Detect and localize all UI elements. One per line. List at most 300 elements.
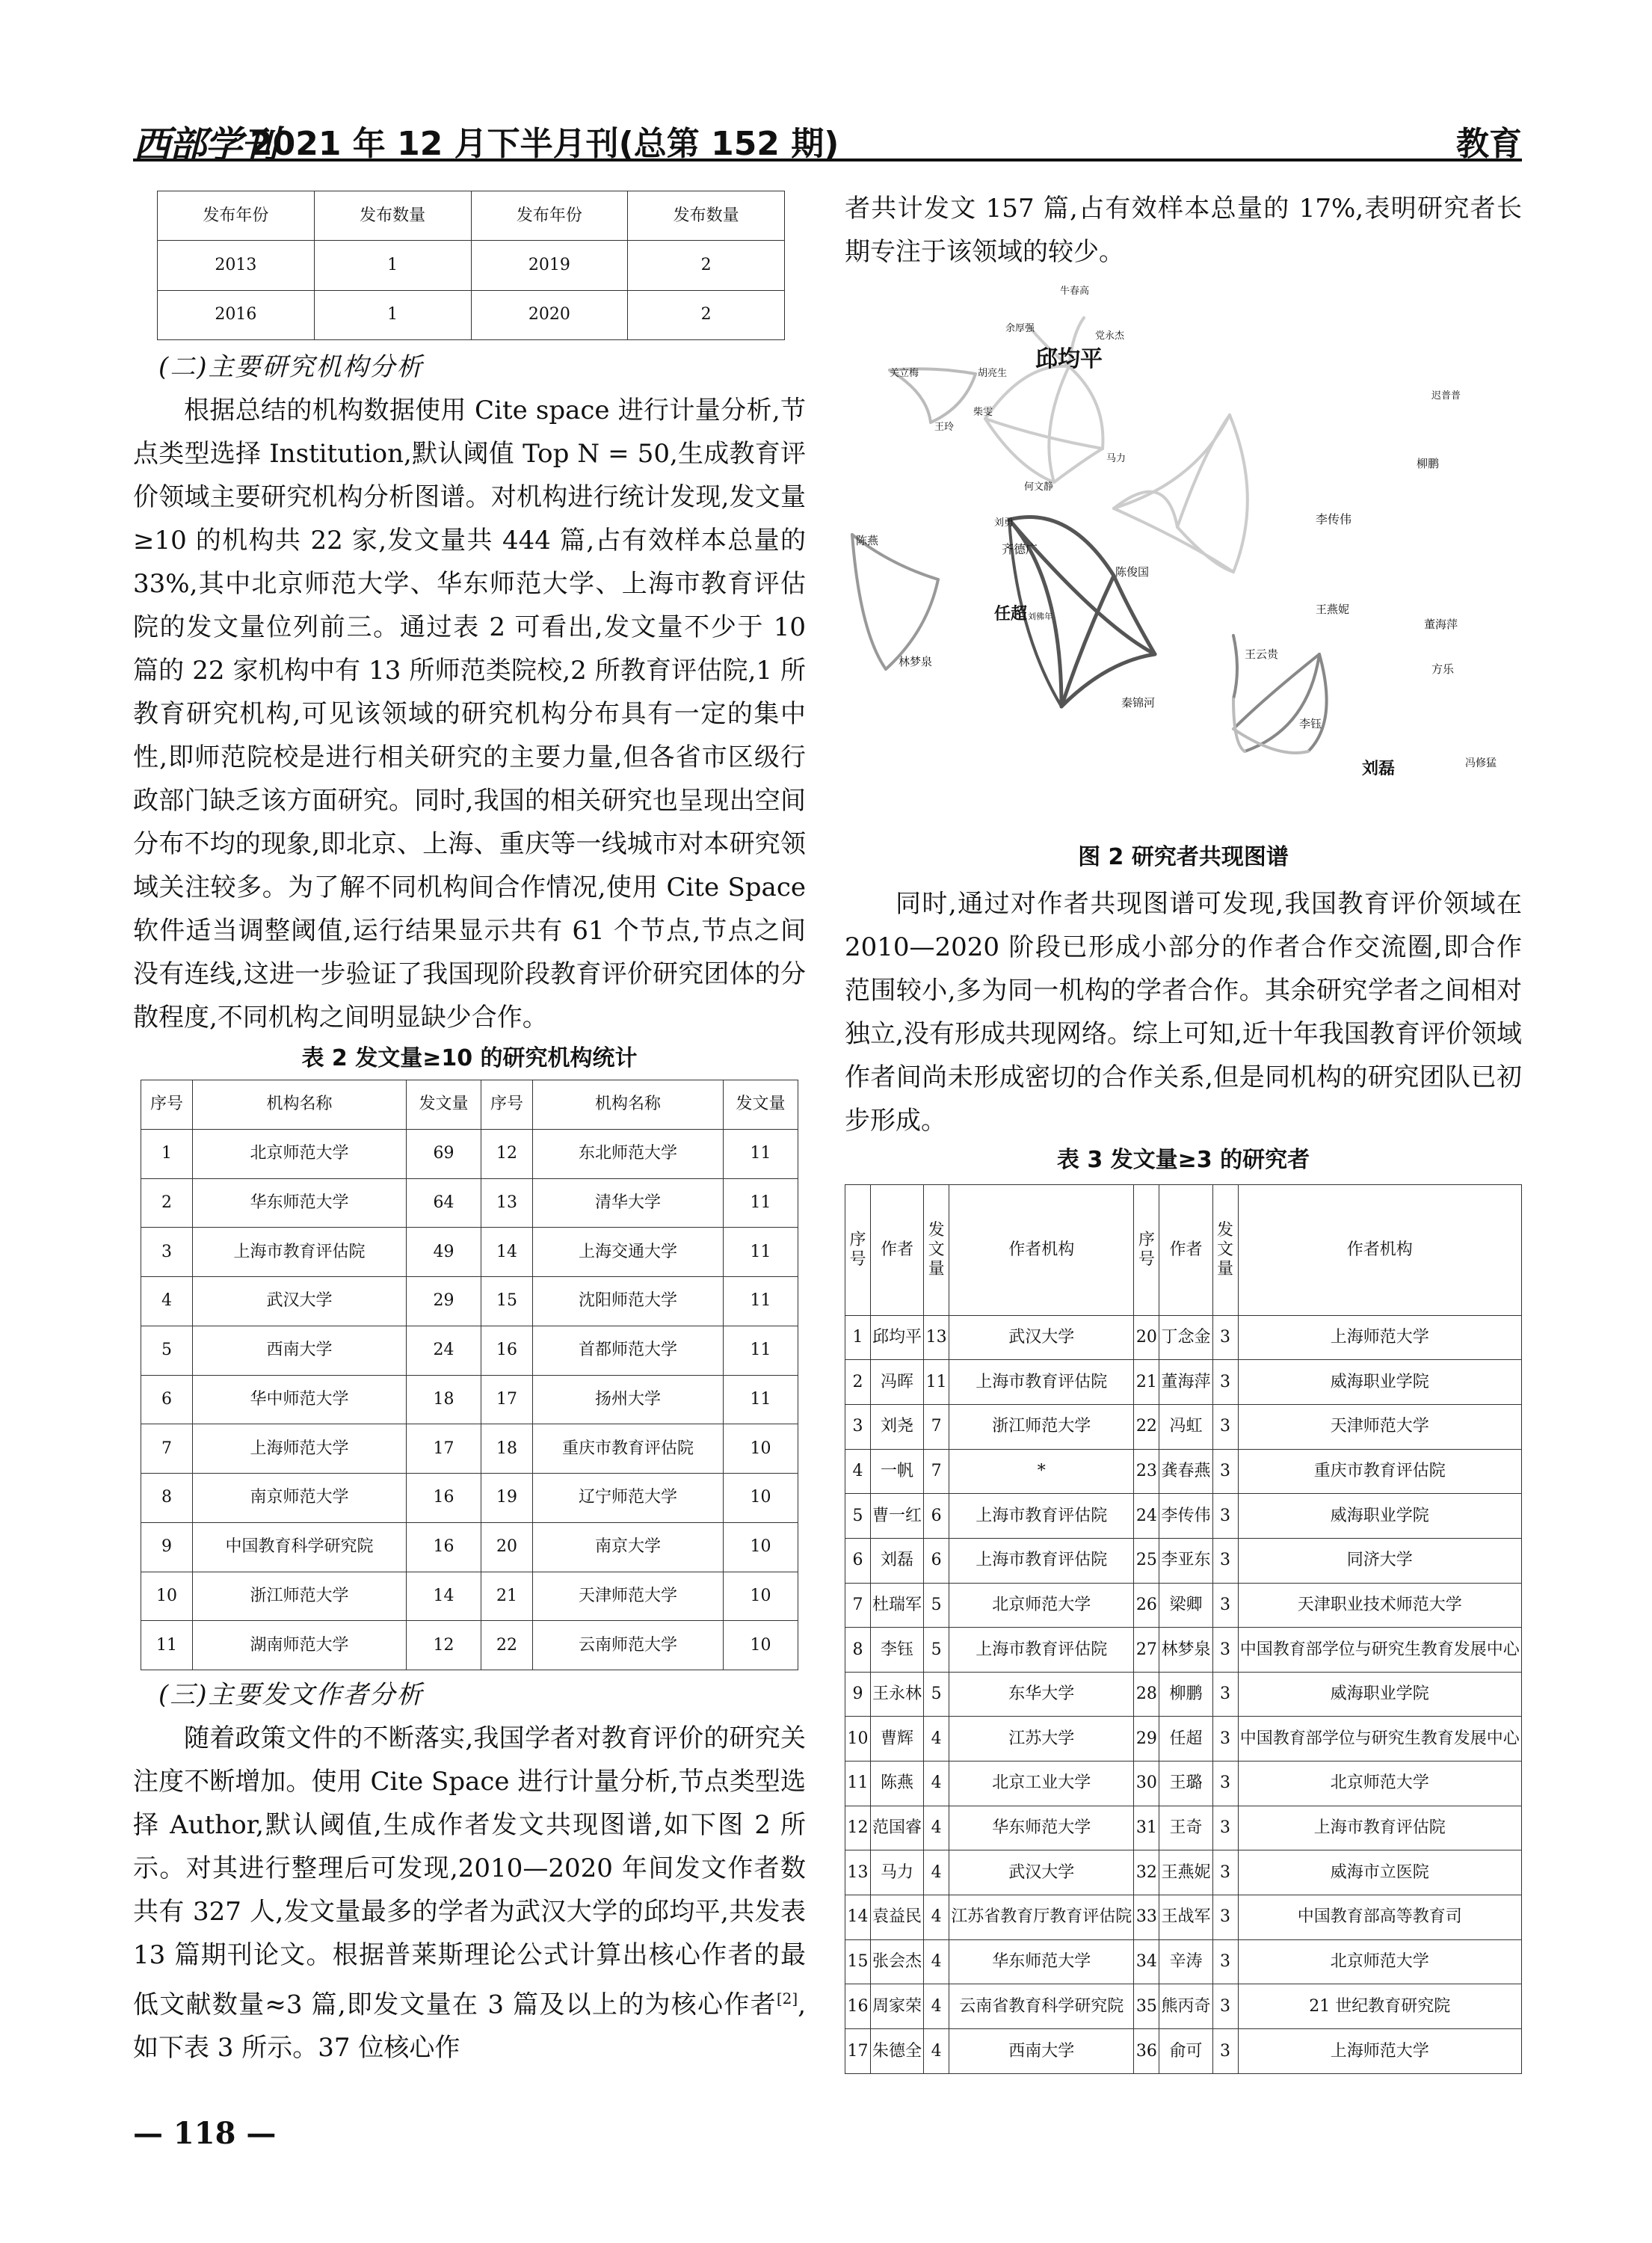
table-cell: 董海萍: [1159, 1360, 1212, 1405]
table-cell: 19: [481, 1474, 532, 1523]
table-cell: 4: [924, 1939, 949, 1984]
table-cell: 上海师范大学: [1238, 1315, 1522, 1360]
node-label: 李钰: [1299, 717, 1322, 730]
table-cell: 36: [1134, 2029, 1159, 2074]
table-cell: 1: [314, 241, 471, 290]
table-cell: 14: [406, 1572, 481, 1621]
table-cell: 3: [1212, 1984, 1238, 2029]
table-cell: 10: [723, 1572, 798, 1621]
table-cell: 3: [1212, 1672, 1238, 1717]
table-cell: 王永林: [871, 1672, 924, 1717]
table-cell: 7: [845, 1583, 871, 1628]
table-cell: 辽宁师范大学: [533, 1474, 724, 1523]
table-cell: 1: [314, 290, 471, 339]
table-cell: 3: [1212, 1360, 1238, 1405]
node-label: 王燕妮: [1316, 603, 1350, 616]
table-cell: 4: [924, 1762, 949, 1806]
table-cell: 3: [1212, 1538, 1238, 1583]
table-cell: 华东师范大学: [949, 1806, 1134, 1850]
column-header: 作者机构: [1238, 1185, 1522, 1316]
table-cell: 3: [1212, 1449, 1238, 1494]
node-label: 陈俊国: [1115, 565, 1150, 579]
table-cell: 13: [845, 1850, 871, 1895]
table-cell: 34: [1134, 1939, 1159, 1984]
table-cell: 龚春燕: [1159, 1449, 1212, 1494]
node-label: 何文静: [1024, 481, 1054, 493]
table-cell: 29: [1134, 1717, 1159, 1762]
table-header-row: [845, 1185, 1522, 1316]
table-row: [845, 1628, 1522, 1673]
table-cell: 南京大学: [533, 1522, 724, 1572]
column-header: 发布数量: [628, 191, 785, 241]
table-cell: 上海市教育评估院: [193, 1228, 407, 1277]
table-cell: 中国教育科学研究院: [193, 1522, 407, 1572]
left-column: [133, 345, 806, 2070]
table-cell: 13: [924, 1315, 949, 1360]
node-label: 胡亮生: [978, 368, 1008, 379]
table-row: [845, 1895, 1522, 1940]
table-cell: 范国睿: [871, 1806, 924, 1850]
table-cell: 3: [1212, 1762, 1238, 1806]
table-cell: 6: [924, 1494, 949, 1539]
table-cell: 20: [481, 1522, 532, 1572]
table-row: [141, 1572, 798, 1621]
table-cell: 18: [481, 1424, 532, 1474]
column-header: 序号: [141, 1080, 193, 1130]
table-cell: 周家荣: [871, 1984, 924, 2029]
node-label: 秦锦河: [1121, 696, 1156, 710]
table-cell: 4: [845, 1449, 871, 1494]
node-label: 李传伟: [1316, 512, 1352, 526]
author-table: [845, 1184, 1522, 2074]
table-cell: 南京师范大学: [193, 1474, 407, 1523]
column-header: 序号: [845, 1185, 871, 1316]
column-header: 机构名称: [193, 1080, 407, 1130]
table-cell: 天津师范大学: [533, 1572, 724, 1621]
table-cell: 曹辉: [871, 1717, 924, 1762]
table-cell: 2: [628, 241, 785, 290]
paragraph-text: 随着政策文件的不断落实,我国学者对教育评价的研究关注度不断增加。使用 Cite Space 进行计量分析,节点类型选择 Author,默认阈值,生成作者发文共现图谱,如下图 2 所示。对其进行整理后可发现,2010—2020 年间发文作者数共有 327 人,发文量最多的学者为武汉大学的邱均平,共发表 13 篇期刊论文。根据普莱斯理论公式计算出核心作者的最低文献数量≈3 篇,即发文量在 3 篇及以上的为核心作者: [133, 1723, 806, 2020]
table-row: [845, 1672, 1522, 1717]
table-row: [141, 1326, 798, 1375]
table-cell: 3: [1212, 1404, 1238, 1449]
table-cell: 武汉大学: [193, 1277, 407, 1326]
table-cell: 12: [406, 1621, 481, 1670]
table-cell: 6: [141, 1375, 193, 1424]
table-cell: 5: [924, 1672, 949, 1717]
table-row: [141, 1522, 798, 1572]
table-cell: 11: [723, 1228, 798, 1277]
table-cell: 64: [406, 1178, 481, 1228]
table-cell: 8: [141, 1474, 193, 1523]
section-name: 教育: [1456, 125, 1522, 163]
table-header-row: [158, 191, 785, 241]
table-cell: 华东师范大学: [949, 1939, 1134, 1984]
table-cell: 冯晖: [871, 1360, 924, 1405]
table-cell: 云南省教育科学研究院: [949, 1984, 1134, 2029]
table-cell: 10: [723, 1522, 798, 1572]
table-cell: 西南大学: [949, 2029, 1134, 2074]
table-cell: 16: [845, 1984, 871, 2029]
table-cell: 李传伟: [1159, 1494, 1212, 1539]
table-cell: 上海市教育评估院: [949, 1538, 1134, 1583]
column-header: 序号: [1134, 1185, 1159, 1316]
table-header-row: [141, 1080, 798, 1130]
table-cell: 3: [1212, 1315, 1238, 1360]
table-cell: 天津职业技术师范大学: [1238, 1583, 1522, 1628]
table-cell: 11: [723, 1178, 798, 1228]
year-count-table: [157, 191, 785, 340]
table-cell: 5: [924, 1583, 949, 1628]
paragraph: 根据总结的机构数据使用 Cite space 进行计量分析,节点类型选择 Institution,默认阈值 Top N = 50,生成教育评价领域主要研究机构分析图谱。对机构进行统计发现,发文量≥10 的机构共 22 家,发文量共 444 篇,占有效样本总量的 33%,其中北京师范大学、华东师范大学、上海市教育评估院的发文量位列前三。通过表 2 可看出,发文量不少于 10 篇的 22 家机构中有 13 所师范类院校,2 所教育评估院,1 所教育研究机构,可见该领域的研究机构分布具有一定的集中性,即师范院校是进行相关研究的主要力量,但各省市区级行政部门缺乏该方面研究。同时,我国的相关研究也呈现出空间分布不均的现象,即北京、上海、重庆等一线城市对本研究领域关注较多。为了解不同机构间合作情况,使用 Cite Space 软件适当调整阈值,运行结果显示共有 61 个节点,节点之间没有连线,这进一步验证了我国现阶段教育评价研究团体的分散程度,不同机构之间明显缺少合作。: [133, 396, 806, 1033]
table-cell: 云南师范大学: [533, 1621, 724, 1670]
node-label: 王玲: [934, 422, 955, 433]
table-cell: 威海职业学院: [1238, 1494, 1522, 1539]
table-cell: 华中师范大学: [193, 1375, 407, 1424]
node-label: 冯修猛: [1465, 757, 1497, 769]
table-caption: 表 2 发文量≥10 的研究机构统计: [301, 1045, 638, 1071]
table-cell: 中国教育部高等教育司: [1238, 1895, 1522, 1940]
node-label: 王云贵: [1245, 647, 1279, 661]
table-cell: 16: [406, 1522, 481, 1572]
table-cell: 沈阳师范大学: [533, 1277, 724, 1326]
node-label: 牛春高: [1060, 286, 1090, 297]
table-row: [141, 1129, 798, 1178]
table-cell: 北京师范大学: [193, 1129, 407, 1178]
table-cell: 9: [141, 1522, 193, 1572]
section-heading-authors: (三)主要发文作者分析: [158, 1680, 424, 1710]
table-cell: 14: [481, 1228, 532, 1277]
table-cell: 11: [845, 1762, 871, 1806]
table-row: [845, 1315, 1522, 1360]
table-cell: 12: [481, 1129, 532, 1178]
paragraph-text: ,如下表 3 所示。37 位核心作: [133, 1990, 806, 2064]
node-label: 齐德广: [1002, 542, 1038, 556]
table-cell: 4: [924, 1850, 949, 1895]
table-cell: 北京师范大学: [1238, 1939, 1522, 1984]
node-label: 马力: [1106, 453, 1126, 464]
table-cell: 江苏省教育厅教育评估院: [949, 1895, 1134, 1940]
table-cell: 30: [1134, 1762, 1159, 1806]
coauthor-network-figure: [845, 280, 1522, 834]
table-cell: 丁念金: [1159, 1315, 1212, 1360]
table-cell: 7: [924, 1404, 949, 1449]
node-label: 任超: [994, 605, 1028, 624]
table-cell: 31: [1134, 1806, 1159, 1850]
node-label: 董海萍: [1424, 618, 1458, 631]
table-cell: 3: [1212, 1850, 1238, 1895]
table-cell: 杜瑞军: [871, 1583, 924, 1628]
table-cell: 上海市教育评估院: [949, 1360, 1134, 1405]
table-cell: 王燕妮: [1159, 1850, 1212, 1895]
table-cell: 6: [845, 1538, 871, 1583]
table-cell: 13: [481, 1178, 532, 1228]
node-label: 柳鹏: [1417, 457, 1440, 470]
table-row: [141, 1424, 798, 1474]
node-label: 余厚强: [1005, 323, 1035, 334]
table-cell: 东北师范大学: [533, 1129, 724, 1178]
table-cell: 同济大学: [1238, 1538, 1522, 1583]
node-label: 陈燕: [856, 534, 879, 547]
table-cell: 西南大学: [193, 1326, 407, 1375]
table-cell: 李钰: [871, 1628, 924, 1673]
table-cell: 21: [481, 1572, 532, 1621]
table-cell: 上海师范大学: [193, 1424, 407, 1474]
table-cell: 20: [1134, 1315, 1159, 1360]
table-row: [845, 1583, 1522, 1628]
table-cell: 浙江师范大学: [193, 1572, 407, 1621]
table-cell: 3: [1212, 1939, 1238, 1984]
table-cell: 8: [845, 1628, 871, 1673]
column-header: 发文量: [1212, 1185, 1238, 1316]
table-cell: 49: [406, 1228, 481, 1277]
table-cell: 马力: [871, 1850, 924, 1895]
table-cell: 邱均平: [871, 1315, 924, 1360]
table-cell: 王战军: [1159, 1895, 1212, 1940]
table-cell: 威海职业学院: [1238, 1672, 1522, 1717]
column-header: 发文量: [723, 1080, 798, 1130]
column-header: 序号: [481, 1080, 532, 1130]
column-header: 作者机构: [949, 1185, 1134, 1316]
table-cell: 2016: [158, 290, 315, 339]
table-cell: 5: [141, 1326, 193, 1375]
table-cell: 2019: [471, 241, 628, 290]
table-cell: 4: [924, 1984, 949, 2029]
figure-caption: 图 2 研究者共现图谱: [1078, 844, 1289, 870]
column-header: 作者: [1159, 1185, 1212, 1316]
table-cell: 3: [845, 1404, 871, 1449]
table-cell: 2013: [158, 241, 315, 290]
table-cell: 11: [723, 1375, 798, 1424]
table-cell: 15: [481, 1277, 532, 1326]
table-cell: 69: [406, 1129, 481, 1178]
table-cell: 6: [924, 1538, 949, 1583]
table-row: [845, 1939, 1522, 1984]
table-cell: 梁卿: [1159, 1583, 1212, 1628]
right-column: [845, 187, 1522, 274]
table-cell: 首都师范大学: [533, 1326, 724, 1375]
table-caption: 表 3 发文量≥3 的研究者: [1056, 1147, 1310, 1173]
column-header: 作者: [871, 1185, 924, 1316]
table-cell: 10: [723, 1424, 798, 1474]
page-number: — 118 —: [133, 2116, 277, 2151]
table-row: [141, 1621, 798, 1670]
paragraph: [133, 1717, 806, 2070]
table-cell: 3: [1212, 1895, 1238, 1940]
table-cell: 上海市教育评估院: [949, 1494, 1134, 1539]
node-label: 迟普普: [1431, 390, 1461, 401]
node-label: 柴雯: [973, 407, 993, 418]
table-cell: 2: [628, 290, 785, 339]
table-row: [845, 1984, 1522, 2029]
table-cell: 王奇: [1159, 1806, 1212, 1850]
table-cell: 22: [481, 1621, 532, 1670]
table-row: [845, 1449, 1522, 1494]
table-row: [845, 1850, 1522, 1895]
table-row: [845, 1717, 1522, 1762]
table-cell: 3: [1212, 2029, 1238, 2074]
table-cell: 2: [845, 1360, 871, 1405]
table-cell: 5: [924, 1628, 949, 1673]
table-cell: 上海交通大学: [533, 1228, 724, 1277]
citation-ref: [2]: [776, 1990, 798, 2007]
table-row: [158, 241, 785, 290]
column-header: 发布数量: [314, 191, 471, 241]
column-header: 发文量: [924, 1185, 949, 1316]
table-cell: 21 世纪教育研究院: [1238, 1984, 1522, 2029]
table-cell: 重庆市教育评估院: [533, 1424, 724, 1474]
table-row: [141, 1277, 798, 1326]
table-cell: 10: [723, 1621, 798, 1670]
table-cell: 24: [1134, 1494, 1159, 1539]
table-cell: 10: [845, 1717, 871, 1762]
table-cell: 11: [723, 1326, 798, 1375]
table-cell: 4: [141, 1277, 193, 1326]
node-label: 方乐: [1431, 662, 1455, 676]
table-cell: 湖南师范大学: [193, 1621, 407, 1670]
table-cell: 熊丙奇: [1159, 1984, 1212, 2029]
right-column-lower: [845, 839, 1522, 2074]
table-cell: 4: [924, 1895, 949, 1940]
table-cell: 天津师范大学: [1238, 1404, 1522, 1449]
table-row: [845, 1494, 1522, 1539]
table-cell: 4: [924, 2029, 949, 2074]
table-cell: 10: [723, 1474, 798, 1523]
table-cell: 清华大学: [533, 1178, 724, 1228]
table-cell: 11: [723, 1277, 798, 1326]
column-header: 发布年份: [158, 191, 315, 241]
table-cell: 中国教育部学位与研究生教育发展中心: [1238, 1628, 1522, 1673]
table-cell: 16: [481, 1326, 532, 1375]
table-row: [845, 1806, 1522, 1850]
table-cell: 4: [924, 1806, 949, 1850]
table-cell: 26: [1134, 1583, 1159, 1628]
node-label: 林梦泉: [899, 655, 933, 668]
table-cell: 17: [845, 2029, 871, 2074]
table-cell: 18: [406, 1375, 481, 1424]
node-label: 邱均平: [1035, 346, 1103, 372]
table-cell: 2020: [471, 290, 628, 339]
table-cell: 曹一红: [871, 1494, 924, 1539]
table-cell: 28: [1134, 1672, 1159, 1717]
table-cell: 北京师范大学: [1238, 1762, 1522, 1806]
table-cell: 14: [845, 1895, 871, 1940]
table-cell: 浙江师范大学: [949, 1404, 1134, 1449]
table-cell: 袁益民: [871, 1895, 924, 1940]
table-cell: 7: [924, 1449, 949, 1494]
table-cell: *: [949, 1449, 1134, 1494]
node-label: 刘勇: [994, 517, 1014, 529]
table-cell: 上海市教育评估院: [1238, 1806, 1522, 1850]
table-row: [845, 1360, 1522, 1405]
table-cell: 辛涛: [1159, 1939, 1212, 1984]
table-cell: 3: [1212, 1494, 1238, 1539]
table-cell: 33: [1134, 1895, 1159, 1940]
table-cell: 11: [924, 1360, 949, 1405]
table-cell: 一帆: [871, 1449, 924, 1494]
table-cell: 威海职业学院: [1238, 1360, 1522, 1405]
table-cell: 23: [1134, 1449, 1159, 1494]
table-cell: 陈燕: [871, 1762, 924, 1806]
section-heading-institutions: (二)主要研究机构分析: [158, 352, 424, 382]
table-cell: 17: [481, 1375, 532, 1424]
table-row: [141, 1178, 798, 1228]
table-cell: 17: [406, 1424, 481, 1474]
table-cell: 1: [845, 1315, 871, 1360]
table-cell: 任超: [1159, 1717, 1212, 1762]
running-header: [133, 112, 1522, 167]
node-label: 刘佛年: [1028, 612, 1052, 621]
table-cell: 9: [845, 1672, 871, 1717]
column-header: 发布年份: [471, 191, 628, 241]
table-cell: 4: [924, 1717, 949, 1762]
table-cell: 25: [1134, 1538, 1159, 1583]
table-cell: 北京师范大学: [949, 1583, 1134, 1628]
institution-table: [141, 1080, 798, 1670]
table-cell: 11: [141, 1621, 193, 1670]
table-cell: 张会杰: [871, 1939, 924, 1984]
table-cell: 上海市教育评估院: [949, 1628, 1134, 1673]
table-cell: 5: [845, 1494, 871, 1539]
table-cell: 东华大学: [949, 1672, 1134, 1717]
table-cell: 3: [1212, 1806, 1238, 1850]
table-cell: 22: [1134, 1404, 1159, 1449]
table-cell: 3: [1212, 1717, 1238, 1762]
table-cell: 27: [1134, 1628, 1159, 1673]
table-cell: 林梦泉: [1159, 1628, 1212, 1673]
table-cell: 威海市立医院: [1238, 1850, 1522, 1895]
table-cell: 3: [1212, 1583, 1238, 1628]
table-cell: 上海师范大学: [1238, 2029, 1522, 2074]
table-cell: 刘尧: [871, 1404, 924, 1449]
column-header: 机构名称: [533, 1080, 724, 1130]
paragraph: 同时,通过对作者共现图谱可发现,我国教育评价领域在 2010—2020 阶段已形成小部分的作者合作交流圈,即合作范围较小,多为同一机构的学者合作。其余研究学者之间相对独立,没有形成共现网络。综上可知,近十年我国教育评价领域作者间尚未形成密切的合作关系,但是同机构的研究团队已初步形成。: [845, 889, 1522, 1136]
table-cell: 李亚东: [1159, 1538, 1212, 1583]
table-cell: 华东师范大学: [193, 1178, 407, 1228]
table-cell: 11: [723, 1129, 798, 1178]
node-label: 关立梅: [890, 368, 919, 379]
table-cell: 朱德全: [871, 2029, 924, 2074]
table-row: [141, 1228, 798, 1277]
journal-logo: 西部学刊: [133, 123, 277, 167]
table-cell: 柳鹏: [1159, 1672, 1212, 1717]
table-row: [141, 1375, 798, 1424]
paragraph: 者共计发文 157 篇,占有效样本总量的 17%,表明研究者长期专注于该领域的较少。: [845, 194, 1522, 267]
table-cell: 15: [845, 1939, 871, 1984]
table-cell: 武汉大学: [949, 1315, 1134, 1360]
table-row: [141, 1474, 798, 1523]
table-row: [158, 290, 785, 339]
table-cell: 王璐: [1159, 1762, 1212, 1806]
table-cell: 2: [141, 1178, 193, 1228]
table-cell: 35: [1134, 1984, 1159, 2029]
node-label: 刘磊: [1362, 760, 1396, 778]
table-cell: 12: [845, 1806, 871, 1850]
table-cell: 武汉大学: [949, 1850, 1134, 1895]
table-cell: 3: [1212, 1628, 1238, 1673]
table-row: [845, 1538, 1522, 1583]
table-row: [845, 1404, 1522, 1449]
node-label: 党永杰: [1095, 330, 1125, 342]
table-cell: 俞可: [1159, 2029, 1212, 2074]
table-cell: 7: [141, 1424, 193, 1474]
table-cell: 29: [406, 1277, 481, 1326]
table-cell: 刘磊: [871, 1538, 924, 1583]
column-header: 发文量: [406, 1080, 481, 1130]
table-cell: 21: [1134, 1360, 1159, 1405]
table-cell: 中国教育部学位与研究生教育发展中心: [1238, 1717, 1522, 1762]
table-cell: 10: [141, 1572, 193, 1621]
